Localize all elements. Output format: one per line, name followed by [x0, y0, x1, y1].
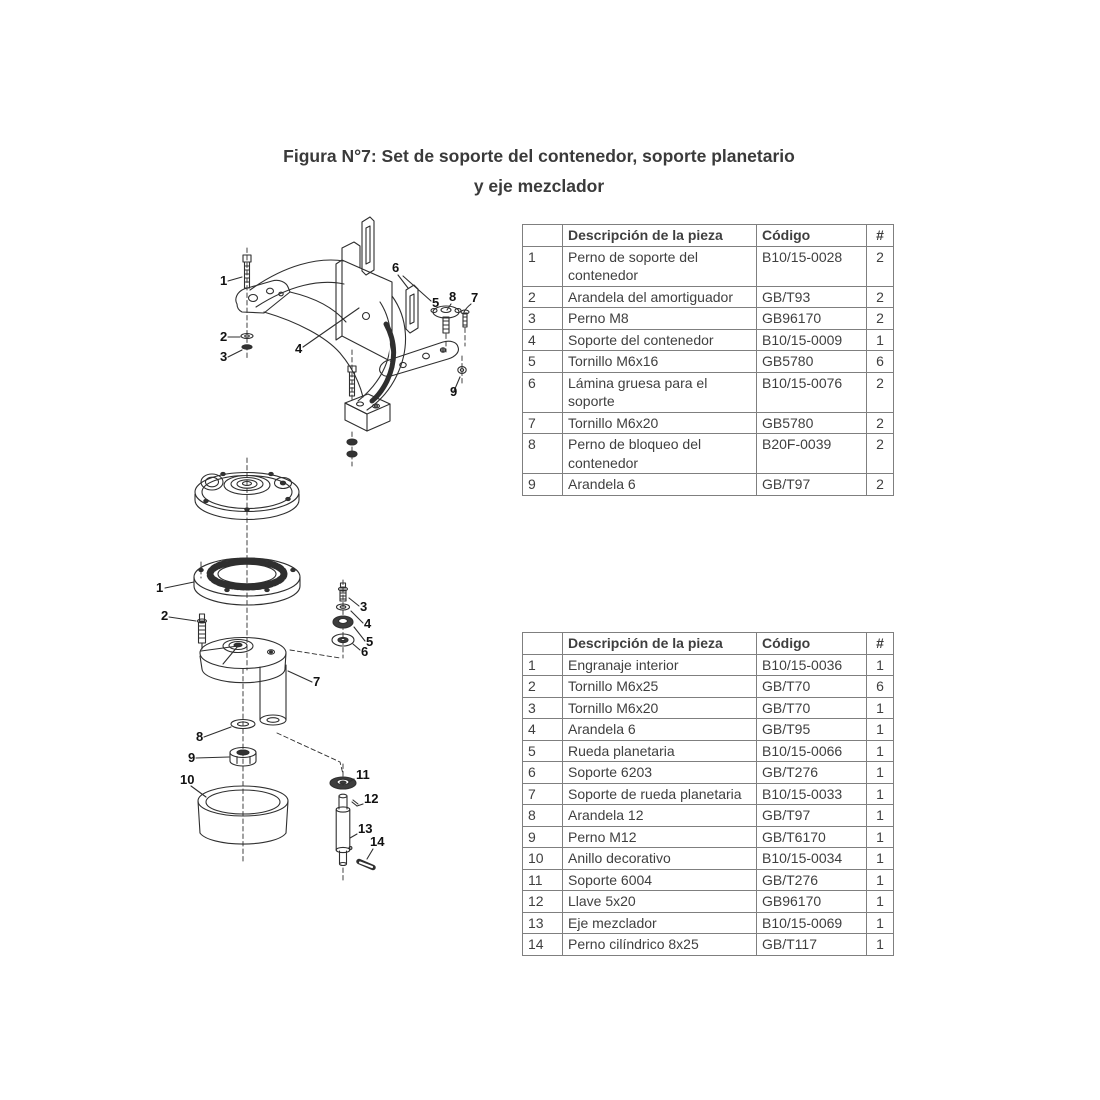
figure-title	[0, 141, 1078, 201]
callout-8: 8	[449, 289, 457, 304]
callout-5: 5	[432, 295, 440, 310]
part-row	[523, 805, 894, 827]
code-cell: GB/T97	[757, 805, 867, 827]
code-cell: GB/T70	[757, 676, 867, 698]
item-number-cell: 13	[523, 912, 563, 934]
callout-3: 3	[220, 349, 228, 364]
quantity-cell: 1	[867, 934, 894, 956]
description-cell: Tornillo M6x16	[563, 351, 757, 373]
part-row	[523, 474, 894, 496]
quantity-cell: 1	[867, 869, 894, 891]
part-row	[523, 246, 894, 286]
part-row	[523, 434, 894, 474]
callout-4: 4	[364, 616, 372, 631]
support-bracket	[250, 260, 344, 290]
part-row	[523, 762, 894, 784]
code-cell: B10/15-0009	[757, 329, 867, 351]
item-number-cell: 12	[523, 891, 563, 913]
callout-4: 4	[295, 341, 303, 356]
description-cell: Soporte de rueda planetaria	[563, 783, 757, 805]
planetary-mixer-parts-table	[522, 632, 894, 956]
code-cell: B10/15-0076	[757, 372, 867, 412]
description-cell: Arandela 12	[563, 805, 757, 827]
item-number-cell: 4	[523, 719, 563, 741]
part-row	[523, 869, 894, 891]
description-cell: Perno de soporte del contenedor	[563, 246, 757, 286]
part-row	[523, 351, 894, 373]
item-number-cell: 5	[523, 351, 563, 373]
item-number-cell: 7	[523, 783, 563, 805]
description-cell: Lámina gruesa para el soporte	[563, 372, 757, 412]
description-cell: Perno cilíndrico 8x25	[563, 934, 757, 956]
item-number-cell: 4	[523, 329, 563, 351]
part-row	[523, 372, 894, 412]
header-row	[523, 633, 894, 655]
description-cell: Perno M8	[563, 308, 757, 330]
item-number-cell: 6	[523, 762, 563, 784]
item-number-cell: 14	[523, 934, 563, 956]
item-number-cell: 1	[523, 246, 563, 286]
code-cell: GB96170	[757, 308, 867, 330]
part-row	[523, 826, 894, 848]
code-cell: GB/T70	[757, 697, 867, 719]
code-cell: GB5780	[757, 351, 867, 373]
quantity-cell: 1	[867, 697, 894, 719]
item-number-cell: 9	[523, 474, 563, 496]
item-number-cell: 3	[523, 697, 563, 719]
code-cell: GB/T117	[757, 934, 867, 956]
part-row	[523, 308, 894, 330]
description-cell: Engranaje interior	[563, 654, 757, 676]
callout-10: 10	[180, 772, 195, 787]
description-cell: Rueda planetaria	[563, 740, 757, 762]
description-cell: Arandela 6	[563, 474, 757, 496]
code-cell: B10/15-0036	[757, 654, 867, 676]
figure-title-line2: y eje mezclador	[473, 176, 605, 196]
mixer-shaft-drawing	[180, 669, 385, 882]
code-cell: B10/15-0034	[757, 848, 867, 870]
screw-part	[200, 614, 205, 621]
callout-1: 1	[156, 580, 164, 595]
item-number-cell: 9	[523, 826, 563, 848]
callout-2: 2	[220, 329, 228, 344]
item-number-cell: 7	[523, 412, 563, 434]
container-support-drawing	[220, 217, 478, 466]
quantity-cell: 1	[867, 740, 894, 762]
callout-7: 7	[471, 290, 479, 305]
item-number-header	[523, 633, 563, 655]
support-strip	[362, 217, 374, 275]
quantity-cell: 2	[867, 286, 894, 308]
callout-6: 6	[361, 644, 369, 659]
quantity-header: #	[867, 633, 894, 655]
quantity-cell: 1	[867, 891, 894, 913]
quantity-cell: 2	[867, 372, 894, 412]
part-row	[523, 912, 894, 934]
quantity-cell: 1	[867, 783, 894, 805]
container-support-parts-table	[522, 224, 894, 496]
callout-6: 6	[392, 260, 400, 275]
part-row	[523, 654, 894, 676]
code-cell: GB/T97	[757, 474, 867, 496]
callout-12: 12	[364, 791, 379, 806]
washer-part	[242, 345, 252, 349]
code-cell: GB/T93	[757, 286, 867, 308]
item-number-cell: 11	[523, 869, 563, 891]
description-cell: Perno de bloqueo del contenedor	[563, 434, 757, 474]
code-cell: B10/15-0028	[757, 246, 867, 286]
description-cell: Perno M12	[563, 826, 757, 848]
description-cell: Arandela del amortiguador	[563, 286, 757, 308]
part-row	[523, 848, 894, 870]
callout-2: 2	[161, 608, 169, 623]
figure-title-line1: Figura N°7: Set de soporte del contenedor, soporte planetario	[283, 146, 795, 166]
callout-9: 9	[188, 750, 196, 765]
item-number-header	[523, 225, 563, 247]
quantity-cell: 1	[867, 654, 894, 676]
quantity-header: #	[867, 225, 894, 247]
code-cell: GB/T6170	[757, 826, 867, 848]
code-header: Código	[757, 633, 867, 655]
code-cell: GB5780	[757, 412, 867, 434]
header-row	[523, 225, 894, 247]
callout-14: 14	[370, 834, 385, 849]
item-number-cell: 2	[523, 676, 563, 698]
quantity-cell: 2	[867, 474, 894, 496]
code-cell: B10/15-0066	[757, 740, 867, 762]
item-number-cell: 5	[523, 740, 563, 762]
callout-9: 9	[450, 384, 458, 399]
part-row	[523, 676, 894, 698]
item-number-cell: 3	[523, 308, 563, 330]
quantity-cell: 1	[867, 762, 894, 784]
callout-11: 11	[356, 767, 370, 782]
code-cell: B10/15-0069	[757, 912, 867, 934]
callout-8: 8	[196, 729, 204, 744]
callout-1: 1	[220, 273, 228, 288]
item-number-cell: 2	[523, 286, 563, 308]
exploded-parts-diagram	[140, 200, 520, 960]
callout-5: 5	[366, 634, 374, 649]
description-cell: Tornillo M6x25	[563, 676, 757, 698]
quantity-cell: 1	[867, 912, 894, 934]
quantity-cell: 1	[867, 329, 894, 351]
callout-13: 13	[358, 821, 373, 836]
part-row	[523, 934, 894, 956]
item-number-cell: 8	[523, 434, 563, 474]
part-row	[523, 740, 894, 762]
code-cell: GB/T95	[757, 719, 867, 741]
description-cell: Tornillo M6x20	[563, 697, 757, 719]
part-row	[523, 329, 894, 351]
item-number-cell: 8	[523, 805, 563, 827]
description-header: Descripción de la pieza	[563, 225, 757, 247]
code-cell: B10/15-0033	[757, 783, 867, 805]
code-cell: GB/T276	[757, 869, 867, 891]
quantity-cell: 2	[867, 434, 894, 474]
description-cell: Soporte 6203	[563, 762, 757, 784]
part-row	[523, 783, 894, 805]
part-row	[523, 412, 894, 434]
part-row	[523, 719, 894, 741]
description-cell: Eje mezclador	[563, 912, 757, 934]
callout-3: 3	[360, 599, 368, 614]
quantity-cell: 2	[867, 246, 894, 286]
support-strip	[406, 285, 418, 333]
key-part	[352, 800, 358, 806]
code-header: Código	[757, 225, 867, 247]
quantity-cell: 2	[867, 308, 894, 330]
part-row	[523, 891, 894, 913]
quantity-cell: 2	[867, 412, 894, 434]
mixer-shaft	[339, 794, 347, 798]
part-row	[523, 697, 894, 719]
quantity-cell: 1	[867, 719, 894, 741]
part-row	[523, 286, 894, 308]
description-cell: Llave 5x20	[563, 891, 757, 913]
quantity-cell: 1	[867, 826, 894, 848]
code-cell: B20F-0039	[757, 434, 867, 474]
quantity-cell: 1	[867, 848, 894, 870]
quantity-cell: 6	[867, 351, 894, 373]
item-number-cell: 10	[523, 848, 563, 870]
quantity-cell: 6	[867, 676, 894, 698]
planetary-assembly-drawing	[156, 458, 373, 774]
code-cell: GB96170	[757, 891, 867, 913]
description-cell: Soporte del contenedor	[563, 329, 757, 351]
description-cell: Anillo decorativo	[563, 848, 757, 870]
description-cell: Arandela 6	[563, 719, 757, 741]
description-cell: Tornillo M6x20	[563, 412, 757, 434]
item-number-cell: 6	[523, 372, 563, 412]
description-cell: Soporte 6004	[563, 869, 757, 891]
item-number-cell: 1	[523, 654, 563, 676]
callout-7: 7	[313, 674, 321, 689]
description-header: Descripción de la pieza	[563, 633, 757, 655]
quantity-cell: 1	[867, 805, 894, 827]
code-cell: GB/T276	[757, 762, 867, 784]
